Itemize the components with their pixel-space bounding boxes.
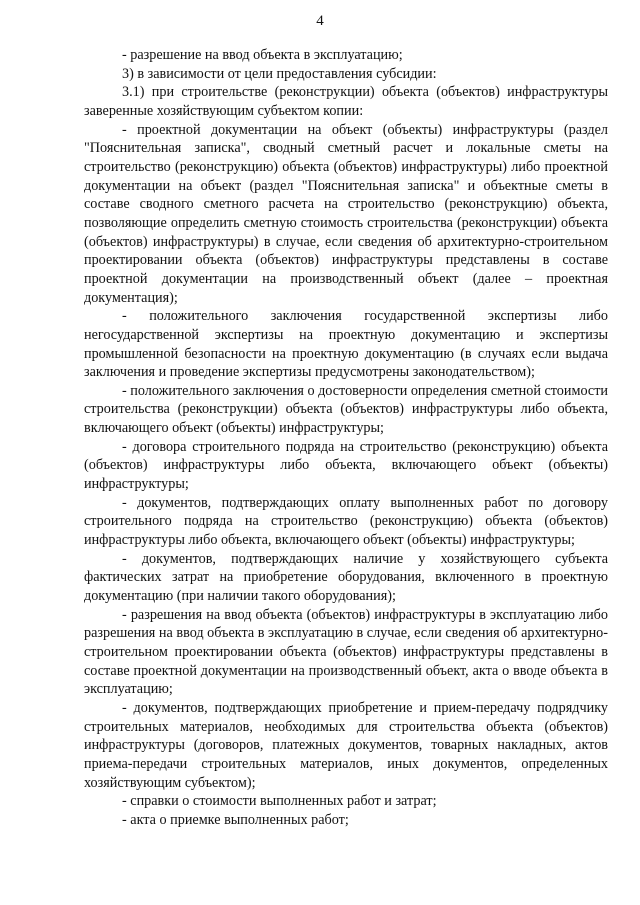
paragraph: 3.1) при строительстве (реконструкции) объекта (объектов) инфраструктуры заверенные хозяйствующим субъектом копии: xyxy=(84,84,608,119)
paragraph: - документов, подтверждающих оплату выполненных работ по договору строительного подряда на строительство (реконструкцию) объекта (объектов) инфраструктуры либо объекта, включающего объект (объекты) инфраструктуры; xyxy=(84,494,608,549)
paragraph: - договора строительного подряда на строительство (реконструкцию) объекта (объектов) инфраструктуры либо объекта, включающего объект (объекты) инфраструктуры; xyxy=(84,438,608,493)
paragraph: - проектной документации на объект (объекты) инфраструктуры (раздел "Пояснительная записка", сводный сметный расчет и локальные сметы на строительство (реконструкцию) объекта (объектов) инфраструктуры) либо проектной документации на объект (раздел "Пояснительная записка" и объектные сметы в составе сводного сметного расчета на строительство (реконструкцию) объекта, позволяющие определить сметную стоимость строительства (реконструкции) объекта (объектов) инфраструктуры) в случае, если сведения об архитектурно-строительном проектировании объекта (объектов) инфраструктуры представлены в составе проектной документации на производственный объект (далее – проектная документация); xyxy=(84,121,608,306)
paragraph: - разрешения на ввод объекта (объектов) инфраструктуры в эксплуатацию либо разрешения на ввод объекта в эксплуатацию в случае, если сведения об архитектурно-строительном проектировании объекта (объектов) инфраструктуры представлены в составе проектной документации на производственный объект, акта о вводе объекта в эксплуатацию; xyxy=(84,606,608,698)
paragraph: - положительного заключения государственной экспертизы либо негосударственной экспертизы на проектную документацию и экспертизы промышленной безопасности на проектную документацию (в случаях если выдача заключения и проведение экспертизы предусмотрены законодательством); xyxy=(84,308,608,381)
paragraph: - разрешение на ввод объекта в эксплуатацию; xyxy=(122,47,403,63)
paragraph: - документов, подтверждающих наличие у хозяйствующего субъекта фактических затрат на приобретение оборудования, включенного в проектную документацию (при наличии такого оборудования); xyxy=(84,550,608,605)
paragraph: - положительного заключения о достоверности определения сметной стоимости строительства (реконструкции) объекта (объектов) инфраструктуры либо объекта, включающего объект (объекты) инфраструктуры; xyxy=(84,382,608,437)
paragraph: - справки о стоимости выполненных работ и затрат; xyxy=(122,793,437,810)
document-body xyxy=(84,46,608,830)
paragraph: - документов, подтверждающих приобретение и прием-передачу подрядчику строительных материалов, необходимых для строительства объекта (объектов) инфраструктуры (договоров, платежных документов, товарных накладных, актов приема-передачи строительных материалов, иных документов, определенных хозяйствующим субъектом); xyxy=(84,699,608,791)
paragraph: 3) в зависимости от цели предоставления субсидии: xyxy=(122,65,437,82)
page-number: 4 xyxy=(316,13,324,29)
paragraph: - акта о приемке выполненных работ; xyxy=(122,811,349,828)
